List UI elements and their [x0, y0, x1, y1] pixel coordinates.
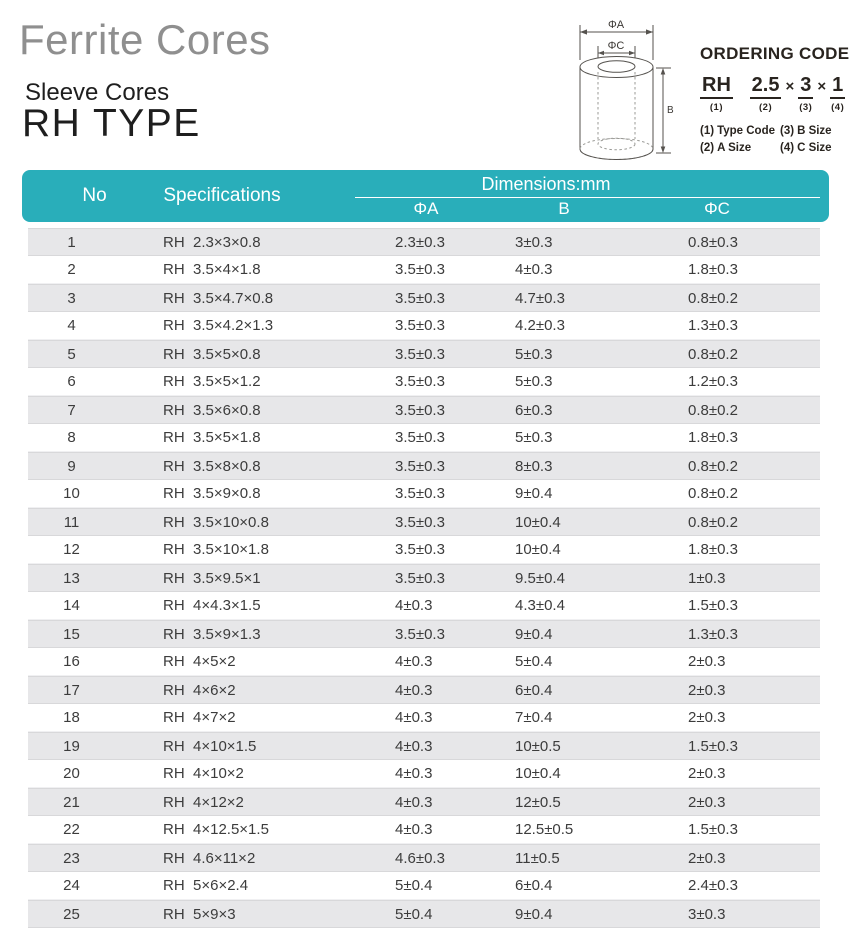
row-no: 6 — [67, 373, 76, 390]
row-dim-phi-c: 2±0.3 — [688, 850, 726, 867]
row-specification: RH 4×6×2 — [163, 682, 236, 699]
row-dim-b: 12±0.5 — [515, 794, 561, 811]
row-specification: RH 5×6×2.4 — [163, 877, 249, 894]
row-no: 8 — [67, 429, 76, 446]
row-dim-phi-c: 0.8±0.2 — [688, 458, 738, 475]
row-dim-phi-a: 4±0.3 — [395, 821, 433, 838]
row-dim-phi-c: 0.8±0.2 — [688, 514, 738, 531]
row-dim-b: 5±0.3 — [515, 373, 553, 390]
diagram-b-label: B — [667, 105, 674, 116]
row-specification: RH 3.5×4×1.8 — [163, 261, 261, 278]
row-specification: RH 4.6×11×2 — [163, 850, 256, 867]
table-row — [28, 732, 820, 760]
row-dim-b: 3±0.3 — [515, 234, 553, 251]
row-no: 2 — [67, 261, 76, 278]
page-subtitle: Sleeve Cores — [25, 79, 170, 106]
row-specification: RH 4×12.5×1.5 — [163, 821, 269, 838]
row-specification: RH 3.5×5×0.8 — [163, 346, 261, 363]
row-dim-phi-a: 4±0.3 — [395, 653, 433, 670]
row-dim-phi-a: 3.5±0.3 — [395, 485, 445, 502]
row-dim-phi-a: 4±0.3 — [395, 794, 433, 811]
ordering-code-segment-text: RH — [700, 75, 733, 99]
page-title: Ferrite Cores — [19, 16, 271, 63]
row-dim-b: 4.3±0.4 — [515, 597, 565, 614]
row-specification: RH 3.5×4.2×1.3 — [163, 317, 274, 334]
row-no: 24 — [63, 877, 80, 894]
row-dim-b: 10±0.4 — [515, 765, 561, 782]
row-dim-phi-a: 3.5±0.3 — [395, 514, 445, 531]
row-dim-phi-a: 4±0.3 — [395, 682, 433, 699]
ordering-code-segment-index: (4) — [831, 102, 845, 113]
legend-key: (2) — [700, 142, 715, 154]
row-specification: RH 3.5×10×1.8 — [163, 541, 269, 558]
column-header-no: No — [82, 185, 107, 206]
row-no: 10 — [63, 485, 80, 502]
table-row — [28, 760, 820, 788]
column-header-phi-c: ΦC — [704, 199, 730, 218]
column-header-phi-a: ΦA — [413, 199, 439, 218]
row-dim-phi-c: 0.8±0.3 — [688, 234, 738, 251]
row-no: 7 — [67, 402, 76, 419]
row-dim-b: 8±0.3 — [515, 458, 553, 475]
row-specification: RH 4×5×2 — [163, 653, 236, 670]
row-dim-phi-c: 0.8±0.2 — [688, 290, 738, 307]
row-dim-phi-a: 3.5±0.3 — [395, 290, 445, 307]
row-dim-b: 6±0.4 — [515, 877, 553, 894]
row-dim-b: 9.5±0.4 — [515, 570, 565, 587]
row-dim-phi-c: 1.5±0.3 — [688, 738, 738, 755]
row-dim-phi-a: 2.3±0.3 — [395, 234, 445, 251]
row-dim-phi-a: 3.5±0.3 — [395, 541, 445, 558]
legend-label: B Size — [797, 125, 832, 137]
column-header-b: B — [558, 199, 570, 218]
row-dim-phi-a: 4.6±0.3 — [395, 850, 445, 867]
column-header-specifications: Specifications — [163, 185, 281, 206]
row-no: 22 — [63, 821, 80, 838]
table-row — [28, 564, 820, 592]
row-specification: RH 3.5×6×0.8 — [163, 402, 261, 419]
row-dim-phi-c: 1.3±0.3 — [688, 626, 738, 643]
product-type-title: RH TYPE — [22, 102, 201, 145]
row-no: 17 — [63, 682, 80, 699]
table-row — [28, 424, 820, 452]
row-dim-phi-a: 3.5±0.3 — [395, 626, 445, 643]
row-specification: RH 3.5×9×1.3 — [163, 626, 261, 643]
sleeve-core-drawing — [563, 9, 693, 164]
row-dim-phi-a: 3.5±0.3 — [395, 373, 445, 390]
ordering-code-segment-text: 2.5 — [750, 75, 782, 99]
row-dim-phi-c: 1.8±0.3 — [688, 429, 738, 446]
legend-key: (3) — [780, 125, 795, 137]
row-dim-b: 9±0.4 — [515, 485, 553, 502]
row-no: 16 — [63, 653, 80, 670]
row-no: 11 — [63, 514, 80, 531]
legend-label: C Size — [797, 142, 832, 154]
row-dim-b: 5±0.3 — [515, 346, 553, 363]
table-row — [28, 816, 820, 844]
table-row — [28, 844, 820, 872]
row-dim-phi-a: 3.5±0.3 — [395, 261, 445, 278]
row-specification: RH 4×12×2 — [163, 794, 244, 811]
legend-item — [780, 125, 850, 137]
row-no: 25 — [63, 906, 80, 923]
row-dim-phi-a: 4±0.3 — [395, 709, 433, 726]
row-no: 13 — [63, 570, 80, 587]
spec-table-header — [22, 170, 829, 222]
row-dim-phi-c: 1.8±0.3 — [688, 261, 738, 278]
ordering-code-segment — [700, 75, 733, 113]
row-dim-phi-c: 2±0.3 — [688, 653, 726, 670]
legend-item — [700, 125, 780, 137]
ordering-code-segment — [750, 75, 782, 113]
ordering-code-segment-index: (3) — [799, 102, 813, 113]
row-dim-phi-c: 1.5±0.3 — [688, 597, 738, 614]
table-row — [28, 900, 820, 928]
row-dim-phi-a: 4±0.3 — [395, 765, 433, 782]
row-dim-b: 10±0.5 — [515, 738, 561, 755]
row-specification: RH 3.5×8×0.8 — [163, 458, 261, 475]
table-row — [28, 592, 820, 620]
row-specification: RH 3.5×5×1.2 — [163, 373, 261, 390]
row-dim-b: 4±0.3 — [515, 261, 553, 278]
row-dim-b: 5±0.4 — [515, 653, 553, 670]
ordering-code-segment-index: (2) — [759, 102, 773, 113]
row-specification: RH 4×4.3×1.5 — [163, 597, 261, 614]
row-no: 1 — [67, 234, 76, 251]
row-dim-phi-c: 0.8±0.2 — [688, 402, 738, 419]
row-no: 18 — [63, 709, 80, 726]
row-dim-phi-a: 3.5±0.3 — [395, 402, 445, 419]
row-dim-b: 10±0.4 — [515, 541, 561, 558]
ordering-code-legend — [700, 125, 850, 154]
row-dim-phi-a: 5±0.4 — [395, 877, 433, 894]
table-row — [28, 228, 820, 256]
row-dim-b: 10±0.4 — [515, 514, 561, 531]
row-no: 3 — [67, 290, 76, 307]
table-row — [28, 676, 820, 704]
row-dim-phi-a: 3.5±0.3 — [395, 570, 445, 587]
table-row — [28, 536, 820, 564]
diagram-phi-c-label: ΦC — [607, 40, 625, 52]
table-row — [28, 368, 820, 396]
row-no: 5 — [67, 346, 76, 363]
row-dim-b: 5±0.3 — [515, 429, 553, 446]
row-dim-b: 11±0.5 — [515, 850, 560, 867]
table-row — [28, 340, 820, 368]
row-dim-phi-c: 2±0.3 — [688, 765, 726, 782]
row-specification: RH 5×9×3 — [163, 906, 236, 923]
multiply-sign: × — [817, 78, 827, 95]
row-specification: RH 2.3×3×0.8 — [163, 234, 261, 251]
row-dim-phi-a: 3.5±0.3 — [395, 458, 445, 475]
row-dim-phi-c: 0.8±0.2 — [688, 346, 738, 363]
row-dim-b: 9±0.4 — [515, 626, 553, 643]
multiply-sign: × — [785, 78, 795, 95]
legend-item — [700, 142, 780, 154]
ordering-code-heading: ORDERING CODE — [700, 44, 850, 63]
row-no: 9 — [67, 458, 76, 475]
row-no: 19 — [63, 738, 80, 755]
ordering-code-segment-index: (1) — [709, 102, 723, 113]
ordering-code-segment-text: 3 — [798, 75, 813, 99]
row-specification: RH 3.5×5×1.8 — [163, 429, 261, 446]
row-dim-b: 6±0.3 — [515, 402, 553, 419]
table-row — [28, 788, 820, 816]
row-dim-phi-c: 1.5±0.3 — [688, 821, 738, 838]
table-row — [28, 872, 820, 900]
table-row — [28, 508, 820, 536]
diagram-phi-a-label: ΦA — [607, 19, 625, 31]
ordering-code-segment-text: 1 — [830, 75, 845, 99]
legend-item — [780, 142, 850, 154]
row-dim-b: 12.5±0.5 — [515, 821, 574, 838]
row-dim-b: 9±0.4 — [515, 906, 553, 923]
row-dim-b: 4.2±0.3 — [515, 317, 565, 334]
ordering-code-example — [700, 75, 850, 113]
row-no: 12 — [63, 541, 80, 558]
row-dim-b: 4.7±0.3 — [515, 290, 565, 307]
row-dim-phi-a: 5±0.4 — [395, 906, 433, 923]
row-dim-phi-a: 4±0.3 — [395, 597, 433, 614]
row-no: 4 — [67, 317, 76, 334]
row-dim-phi-c: 3±0.3 — [688, 906, 726, 923]
row-dim-b: 7±0.4 — [515, 709, 553, 726]
row-dim-phi-c: 1.8±0.3 — [688, 541, 738, 558]
table-row — [28, 480, 820, 508]
legend-key: (1) — [700, 125, 715, 137]
ordering-code-segment — [830, 75, 845, 113]
legend-label: Type Code — [717, 125, 775, 137]
row-dim-phi-a: 3.5±0.3 — [395, 317, 445, 334]
ordering-code-panel — [700, 44, 850, 154]
row-dim-phi-c: 2±0.3 — [688, 682, 726, 699]
row-specification: RH 4×10×1.5 — [163, 738, 257, 755]
table-row — [28, 620, 820, 648]
column-group-dimensions: Dimensions:mm — [481, 174, 611, 194]
row-dim-phi-a: 4±0.3 — [395, 738, 433, 755]
spec-table-body — [28, 228, 820, 928]
legend-key: (4) — [780, 142, 795, 154]
row-dim-phi-c: 2±0.3 — [688, 794, 726, 811]
row-no: 21 — [63, 794, 80, 811]
row-dim-phi-c: 2±0.3 — [688, 709, 726, 726]
row-dim-phi-c: 1.2±0.3 — [688, 373, 738, 390]
row-no: 14 — [63, 597, 80, 614]
row-specification: RH 3.5×9×0.8 — [163, 485, 261, 502]
row-dim-phi-a: 3.5±0.3 — [395, 429, 445, 446]
table-row — [28, 256, 820, 284]
row-dim-phi-a: 3.5±0.3 — [395, 346, 445, 363]
row-dim-phi-c: 1±0.3 — [688, 570, 726, 587]
row-no: 23 — [63, 850, 80, 867]
ordering-code-segment — [798, 75, 813, 113]
table-row — [28, 704, 820, 732]
row-dim-phi-c: 0.8±0.2 — [688, 485, 738, 502]
row-no: 15 — [63, 626, 80, 643]
row-specification: RH 3.5×9.5×1 — [163, 570, 261, 587]
row-dim-phi-c: 1.3±0.3 — [688, 317, 738, 334]
table-row — [28, 284, 820, 312]
table-row — [28, 648, 820, 676]
table-row — [28, 312, 820, 340]
row-specification: RH 3.5×4.7×0.8 — [163, 290, 274, 307]
row-no: 20 — [63, 765, 80, 782]
row-dim-b: 6±0.4 — [515, 682, 553, 699]
core-dimension-diagram — [563, 9, 693, 169]
legend-label: A Size — [717, 142, 752, 154]
table-row — [28, 452, 820, 480]
row-dim-phi-c: 2.4±0.3 — [688, 877, 738, 894]
table-row — [28, 396, 820, 424]
row-specification: RH 3.5×10×0.8 — [163, 514, 269, 531]
row-specification: RH 4×7×2 — [163, 709, 236, 726]
row-specification: RH 4×10×2 — [163, 765, 244, 782]
